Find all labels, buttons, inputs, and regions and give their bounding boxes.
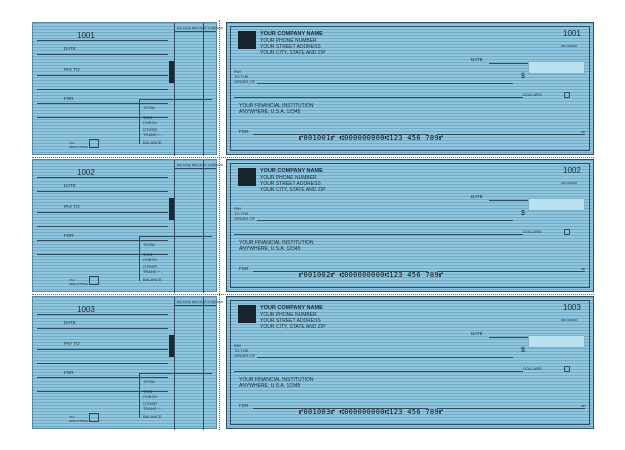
stub-total-label: TOTAL	[143, 242, 156, 247]
company-name: YOUR COMPANY NAME	[260, 31, 323, 37]
stub-date-label: DATE	[64, 183, 76, 188]
mp-label: MP	[581, 130, 586, 134]
company-city: YOUR CITY, STATE AND ZIP	[260, 324, 326, 330]
bank-location: ANYWHERE, U.S.A. 12345	[239, 383, 301, 389]
pay-label: PAY	[234, 206, 242, 211]
memo-label: FOR	[239, 129, 249, 134]
pay-label: PAY	[234, 343, 242, 348]
stub-balance-label: BALANCE	[143, 140, 162, 145]
stub-pay-to-label: PAY TO	[64, 67, 80, 72]
tax-deductible-checkbox[interactable]	[89, 413, 99, 422]
stub-for-label: FOR	[64, 370, 74, 375]
stub-this-check-label: THIS CHECK	[143, 115, 158, 125]
to-the-label: TO THE	[234, 348, 249, 353]
horizontal-perforation	[32, 294, 594, 295]
order-of-label: ORDER OF	[234, 353, 256, 358]
horizontal-perforation	[32, 157, 594, 158]
stub-pay-to-label: PAY TO	[64, 204, 80, 209]
memo-label: FOR	[239, 266, 249, 271]
lock-icon	[564, 229, 570, 235]
dollar-sign: $	[521, 210, 525, 217]
check-date-label: DATE	[471, 331, 483, 336]
stub-total-label: TOTAL	[143, 379, 156, 384]
lock-icon	[564, 366, 570, 372]
stub-check-number: 1003	[77, 305, 95, 314]
check-number: 1002	[563, 166, 581, 175]
amount-field[interactable]	[528, 198, 585, 211]
bank-name: YOUR FINANCIAL INSTITUTION	[239, 240, 314, 246]
mp-label: MP	[581, 267, 586, 271]
routing-fraction: 000-000000	[561, 181, 578, 185]
pay-label: PAY	[234, 69, 242, 74]
dollars-label: DOLLARS	[523, 366, 542, 371]
amount-field[interactable]	[528, 61, 585, 74]
stub-date-label: DATE	[64, 46, 76, 51]
micr-line: ⑈001003⑈ ⑆000000000⑆123 456 789⑈	[299, 408, 444, 416]
to-the-label: TO THE	[234, 74, 249, 79]
stub-other-trans-label: OTHER TRANS + -	[143, 264, 163, 274]
check-row-1	[32, 22, 594, 155]
company-phone: YOUR PHONE NUMBER	[260, 38, 317, 44]
company-logo-icon	[238, 305, 256, 323]
tax-deductible-checkbox[interactable]	[89, 139, 99, 148]
company-name: YOUR COMPANY NAME	[260, 168, 323, 174]
company-street: YOUR STREET ADDRESS	[260, 318, 321, 324]
routing-fraction: 000-000000	[561, 44, 578, 48]
routing-fraction: 000-000000	[561, 318, 578, 322]
company-street: YOUR STREET ADDRESS	[260, 181, 321, 187]
check-number: 1001	[563, 29, 581, 38]
company-phone: YOUR PHONE NUMBER	[260, 175, 317, 181]
stub-tax-deductible-label: TAX DEDUCTIBLE	[69, 278, 89, 286]
dollars-label: DOLLARS	[523, 229, 542, 234]
micr-line: ⑈001002⑈ ⑆000000000⑆123 456 789⑈	[299, 271, 444, 279]
check-2	[226, 159, 594, 292]
stub-this-check-label: THIS CHECK	[143, 252, 158, 262]
check-row-3	[32, 296, 594, 429]
bank-name: YOUR FINANCIAL INSTITUTION	[239, 377, 314, 383]
company-name: YOUR COMPANY NAME	[260, 305, 323, 311]
balance-forward-label: BALANCE BROUGHT FORWARD	[177, 300, 223, 304]
check-stub-2	[32, 159, 223, 292]
tax-deductible-checkbox[interactable]	[89, 276, 99, 285]
company-logo-icon	[238, 31, 256, 49]
check-row-2	[32, 159, 594, 292]
stub-tax-deductible-label: TAX DEDUCTIBLE	[69, 415, 89, 423]
bank-location: ANYWHERE, U.S.A. 12345	[239, 246, 301, 252]
company-city: YOUR CITY, STATE AND ZIP	[260, 50, 326, 56]
stub-pay-to-label: PAY TO	[64, 341, 80, 346]
stub-balance-label: BALANCE	[143, 277, 162, 282]
memo-label: FOR	[239, 403, 249, 408]
company-logo-icon	[238, 168, 256, 186]
order-of-label: ORDER OF	[234, 79, 256, 84]
company-phone: YOUR PHONE NUMBER	[260, 312, 317, 318]
dollar-sign: $	[521, 73, 525, 80]
micr-line: ⑈001001⑈ ⑆000000000⑆123 456 789⑈	[299, 134, 444, 142]
amount-field[interactable]	[528, 335, 585, 348]
check-stub-3	[32, 296, 223, 429]
check-date-label: DATE	[471, 57, 483, 62]
mp-label: MP	[581, 404, 586, 408]
to-the-label: TO THE	[234, 211, 249, 216]
stub-other-trans-label: OTHER TRANS + -	[143, 127, 163, 137]
stub-date-label: DATE	[64, 320, 76, 325]
stub-balance-label: BALANCE	[143, 414, 162, 419]
stub-total-label: TOTAL	[143, 105, 156, 110]
dollar-sign: $	[521, 347, 525, 354]
bank-name: YOUR FINANCIAL INSTITUTION	[239, 103, 314, 109]
company-city: YOUR CITY, STATE AND ZIP	[260, 187, 326, 193]
check-stub-1	[32, 22, 223, 155]
check-1	[226, 22, 594, 155]
lock-icon	[564, 92, 570, 98]
dollars-label: DOLLARS	[523, 92, 542, 97]
stub-check-number: 1001	[77, 31, 95, 40]
stub-for-label: FOR	[64, 96, 74, 101]
check-3	[226, 296, 594, 429]
order-of-label: ORDER OF	[234, 216, 256, 221]
bank-location: ANYWHERE, U.S.A. 12345	[239, 109, 301, 115]
company-street: YOUR STREET ADDRESS	[260, 44, 321, 50]
check-date-label: DATE	[471, 194, 483, 199]
balance-forward-label: BALANCE BROUGHT FORWARD	[177, 26, 223, 30]
stub-check-number: 1002	[77, 168, 95, 177]
stub-other-trans-label: OTHER TRANS + -	[143, 401, 163, 411]
stub-tax-deductible-label: TAX DEDUCTIBLE	[69, 141, 89, 149]
stub-this-check-label: THIS CHECK	[143, 389, 158, 399]
stub-for-label: FOR	[64, 233, 74, 238]
check-number: 1003	[563, 303, 581, 312]
balance-forward-label: BALANCE BROUGHT FORWARD	[177, 163, 223, 167]
